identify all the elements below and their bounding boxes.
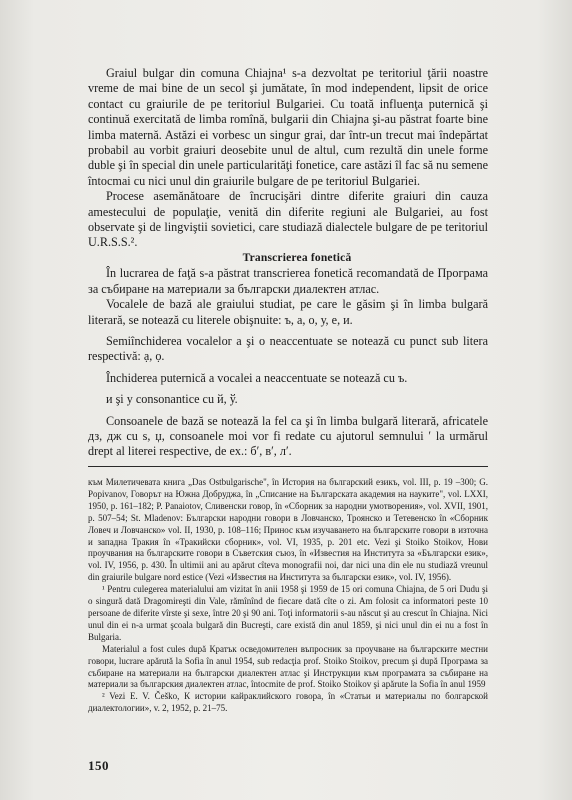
paragraph-closure: Închiderea puternică a vocalei а neaccentuate se notează cu ъ. <box>106 370 408 385</box>
paragraph-consonantal: и şi у consonantice cu й, ў. <box>106 392 238 407</box>
paragraph-semiclosure: Semiînchiderea vocalelor а şi о neaccentuate se notează cu punct sub litera respectivă: ạ, ọ. <box>88 333 488 364</box>
paragraph-chiajna: Graiul bulgar din comuna Chiajna¹ s-a dezvoltat pe teritoriul ţării noastre vreme de mai bine de un secol şi jumătate, în mod independent, lipsit de orice contact cu graiurile de pe teritoriul Bulgariei. Cu toată influenţa puternică şi continuă exercitată de limba romînă, bulgarii din Chiajna şi-au păstrat foarte bine limba maternă. Astăzi ei vorbesc un singur grai, dar într-un trecut mai îndepărtat probabil au vorbit graiuri deosebite unul de altul, cum rezultă din unele forme duble şi în special din unele particularităţi fonetice, care astăzi îl fac să nu semene întocmai cu nici unul din graiurile bulgare de pe teritoriul Bulgariei. <box>88 66 488 188</box>
footnote-continued: към Милетичевата книга „Das Ostbulgarische", în История на българский езикъ, vol. III, p. 19 –300; G. Popivanov, Говорът на Южна Добруджа, în „Списание на Българската академия на науките", vol. LXXI, 1950, p. 161–182; P. Panaiotov, Сливенски говор, în «Сборник за народни умотворения», vol. XVII, 1901, p. 507–54; St. Mladenov: Български народни говори в Ловчанско, Троянско и Тетевенско în «Сборник Ловеч и Ловчанско» vol. II, 1930, p. 108–116; Принос към изучаването на българските говори в източна и западна Тракия în «Тракийски сборник», vol. VI, 1935, p. 201 etc. Vezi şi Stoiko Stoikov, Нови проучвания на българските говори в Съветския съюз, în «Известия на Института за «Български език», vol. IV, 1956, p. 430. În ultimii ani au apărut cîteva monografii noi, dar nici una din ele nu studiază vreunul din graiurile bulgare nord estice (Vezi «Известия на Института за български език», vol. IV, 1956). <box>88 477 488 583</box>
section-heading: Transcrierea fonetică <box>242 251 352 264</box>
footnote-divider <box>88 466 488 467</box>
paragraph-consonants: Consoanele de bază se notează la fel ca şi în limba bulgară literară, africatele дз, дж cu ѕ, џ, consoanele moi vor fi redate cu ajutorul semnului ʹ la urmărul drept al literei respective, de ex.: бʹ, вʹ, лʹ. <box>88 413 488 459</box>
footnotes <box>88 477 488 715</box>
footnote-2: ² Vezi E. V. Češko, К истории кайраклийского говора, în «Статьи и материалы по болгарской диалектологии», v. 2, 1952, p. 21–75. <box>88 691 488 714</box>
footnote-1: ¹ Pentru culegerea materialului am vizitat în anii 1958 şi 1959 de 15 ori comuna Chiajna, de 5 ori Dudu şi o singură dată Dragomireşti din Vale, rămînînd de fiecare dată cîte o zi. Am folosit ca informatori peste 10 persoane de diferite vîrste şi sexe, între 20 şi 90 ani. Toţi informatorii s-au născut şi au crescut în Chiajna. Nici unul din ei n-a urmat şcoala bulgară din Bucreşti, care există din anul 1859, şi nici unul din ei nu a fost în Bulgaria. <box>88 584 488 642</box>
footnote-1-material: Materialul a fost cules după Кратък осведомителен въпросник за проучване на българските местни говори, lucrare apărută la Sofia în anul 1954, sub redacţia prof. Stoiko Stoikov, precum şi după Програма за събиране на материали на български диалектен атлас şi Инструкции към програмата за събиране на материали за българския диалектен атлас, întocmite de prof. Stoiko Stoikov şi apărute la Sofia în anul 1959 <box>88 643 488 690</box>
paragraph-transcription: În lucrarea de faţă s-a păstrat transcrierea fonetică recomandată de Програма за събиране на материали за български диалектен атлас. <box>88 266 488 296</box>
main-text <box>88 66 488 460</box>
paragraph-processes: Procese asemănătoare de încrucişări dintre diferite graiuri din cauza amestecului de populaţie, venită din diferite regiuni ale Bulgariei, au fost observate şi de lingviştii sovietici, care studiază dialectele bulgare de pe teritoriul U.R.S.S.². <box>88 189 488 250</box>
page-number: 150 <box>88 758 109 773</box>
paragraph-vowels: Vocalele de bază ale graiului studiat, pe care le găsim şi în limba bulgară literară, se notează cu literele obişnuite: ъ, а, о, у, е, и. <box>88 297 488 327</box>
